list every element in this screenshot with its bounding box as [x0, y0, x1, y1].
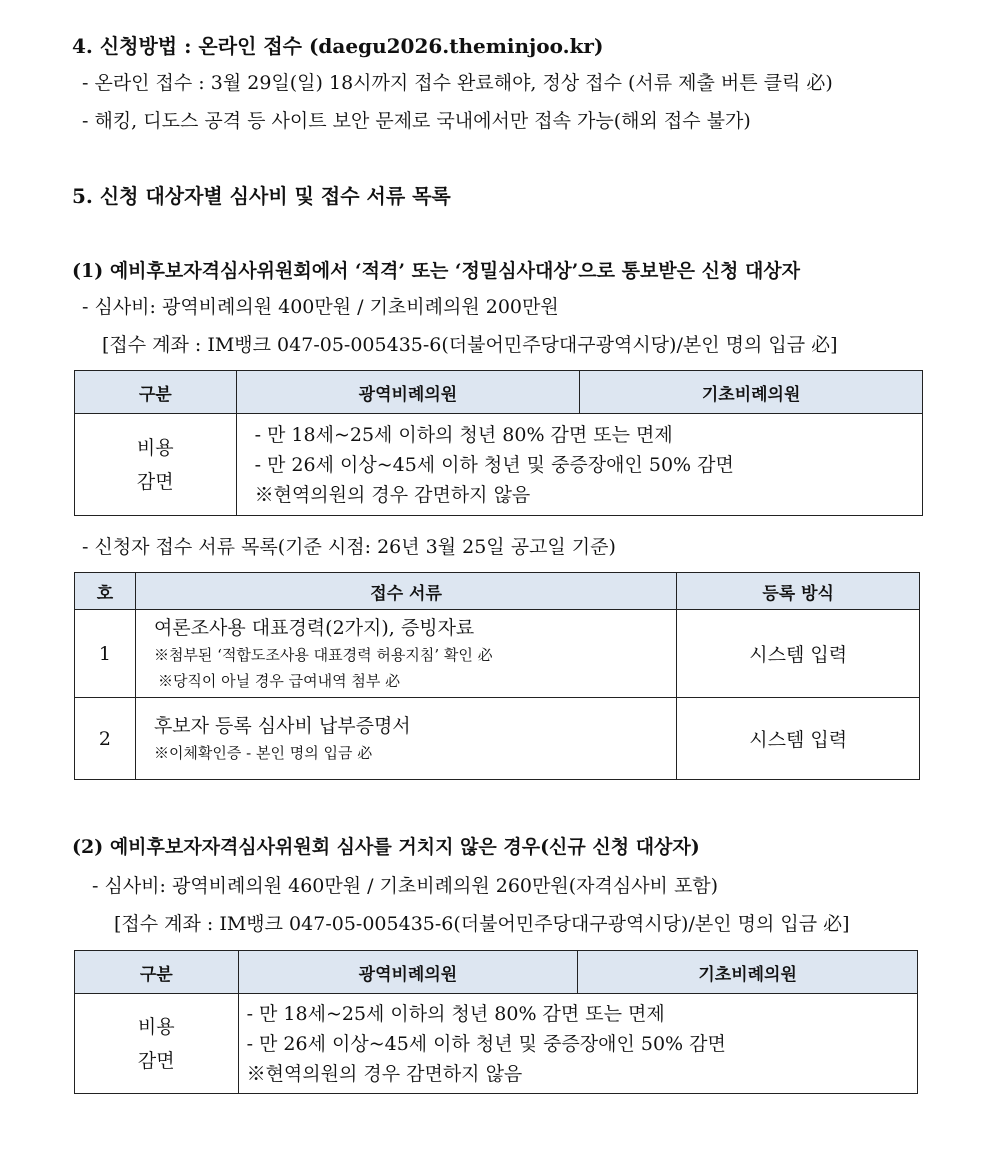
row-label-cost-reduction	[75, 994, 239, 1094]
doc-main: 여론조사용 대표경력(2가지), 증빙자료	[153, 616, 475, 639]
header-metropolitan: 광역비례의원	[236, 371, 580, 414]
sub2-heading: (2) 예비후보자자격심사위원회 심사를 거치지 않은 경우(신규 신청 대상자)	[72, 836, 700, 858]
reduction-details	[238, 994, 917, 1094]
row-label-line-1: 비용	[136, 436, 174, 459]
sub1-heading: (1) 예비후보자격심사위원회에서 ‘적격’ 또는 ‘정밀심사대상’으로 통보받은 신청 대상자	[72, 260, 800, 282]
doc-number: 1	[75, 610, 136, 698]
sub1-fee-table	[74, 370, 923, 516]
sub2-account: [접수 계좌 : IM뱅크 047-05-005435-6(더불어민주당대구광역시당)/본인 명의 입금 必]	[114, 913, 850, 935]
doc-note: ※당직이 아닐 경우 급여내역 첨부 必	[157, 671, 401, 690]
sub1-account: [접수 계좌 : IM뱅크 047-05-005435-6(더불어민주당대구광역시당)/본인 명의 입금 必]	[102, 334, 838, 356]
header-category: 구분	[75, 371, 237, 414]
doc-method: 시스템 입력	[677, 610, 920, 698]
row-label-line-2: 감면	[136, 470, 174, 493]
table-row	[75, 414, 923, 516]
section-4-bullet-online: - 온라인 접수 : 3월 29일(일) 18시까지 접수 완료해야, 정상 접수 (서류 제출 버튼 클릭 必)	[82, 72, 833, 94]
header-basic: 기초비례의원	[580, 371, 923, 414]
header-category: 구분	[75, 951, 239, 994]
doc-number: 2	[75, 698, 136, 780]
header-documents: 접수 서류	[135, 573, 676, 610]
reduction-line-disabled: - 만 26세 이상~45세 이하 청년 및 중증장애인 50% 감면	[246, 1032, 726, 1055]
section-4-bullet-security: - 해킹, 디도스 공격 등 사이트 보안 문제로 국내에서만 접속 가능(해외 접수 불가)	[82, 110, 751, 132]
doc-note: ※첨부된 ‘적합도조사용 대표경력 허용지침’ 확인 必	[153, 645, 493, 664]
reduction-line-note: ※현역의원의 경우 감면하지 않음	[246, 1062, 523, 1085]
reduction-line-youth: - 만 18세~25세 이하의 청년 80% 감면 또는 면제	[246, 1002, 665, 1025]
header-number: 호	[75, 573, 136, 610]
table-header-row	[75, 951, 918, 994]
row-label-cost-reduction	[75, 414, 237, 516]
doc-main: 후보자 등록 심사비 납부증명서	[153, 714, 411, 737]
table-row	[75, 610, 920, 698]
reduction-line-disabled: - 만 26세 이상~45세 이하 청년 및 중증장애인 50% 감면	[254, 453, 734, 476]
doc-note: ※이체확인증 - 본인 명의 입금 必	[153, 743, 373, 762]
reduction-line-youth: - 만 18세~25세 이하의 청년 80% 감면 또는 면제	[254, 423, 673, 446]
reduction-line-note: ※현역의원의 경우 감면하지 않음	[254, 483, 531, 506]
sub2-fee: - 심사비: 광역비례의원 460만원 / 기초비례의원 260만원(자격심사비 포함)	[92, 875, 719, 897]
row-label-line-2: 감면	[137, 1049, 175, 1072]
table-row	[75, 994, 918, 1094]
header-metropolitan: 광역비례의원	[238, 951, 578, 994]
doc-cell	[135, 610, 676, 698]
table-header-row	[75, 371, 923, 414]
header-method: 등록 방식	[677, 573, 920, 610]
doc-method: 시스템 입력	[677, 698, 920, 780]
docs-list-title: - 신청자 접수 서류 목록(기준 시점: 26년 3월 25일 공고일 기준)	[82, 536, 616, 558]
header-basic: 기초비례의원	[578, 951, 918, 994]
reduction-details	[236, 414, 922, 516]
table-row	[75, 698, 920, 780]
sub1-fee: - 심사비: 광역비례의원 400만원 / 기초비례의원 200만원	[82, 296, 559, 318]
docs-table	[74, 572, 920, 780]
table-header-row	[75, 573, 920, 610]
sub2-fee-table	[74, 950, 918, 1094]
section-5-heading: 5. 신청 대상자별 심사비 및 접수 서류 목록	[72, 184, 451, 208]
row-label-line-1: 비용	[137, 1015, 175, 1038]
doc-cell	[135, 698, 676, 780]
section-4-heading: 4. 신청방법 : 온라인 접수 (daegu2026.theminjoo.kr)	[72, 34, 604, 58]
